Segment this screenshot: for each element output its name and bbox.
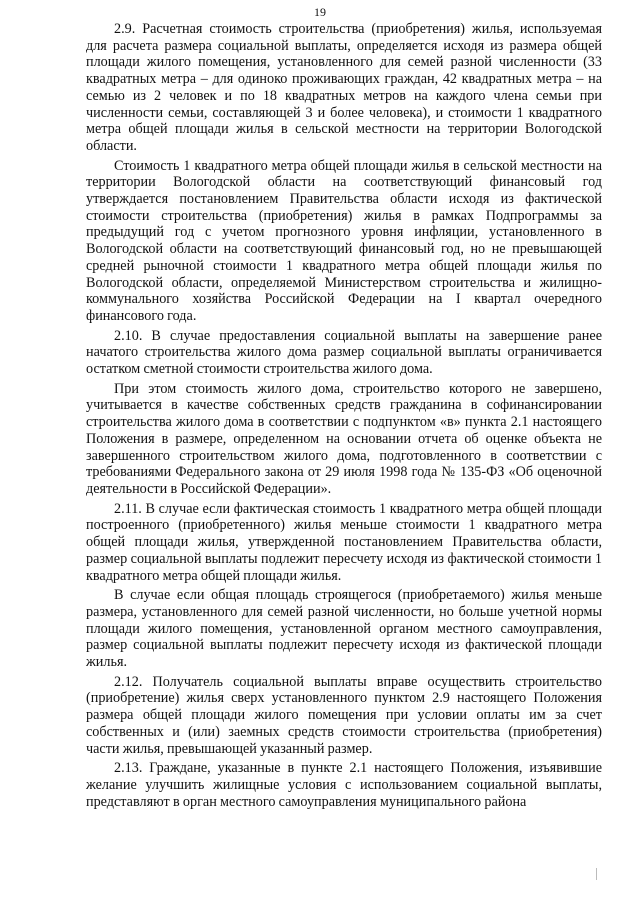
paragraph-area-recalculation: В случае если общая площадь строящегося (приобретаемого) жилья меньше размера, установленного для семей разной численности, но больше учетной нормы площади жилого помещения, установленной органом местного самоуправления, размер социальной выплаты подлежит пересчету исходя из фактической площади жилья. bbox=[86, 587, 602, 671]
paragraph-2-9: 2.9. Расчетная стоимость строительства (приобретения) жилья, используемая для расчета размера социальной выплаты, определяется исходя из размера общей площади жилого помещения, установленного для семей разной численности (33 квадратных метра – для одиноко проживающих граждан, 42 квадратных метра – на семью из 2 человек и по 18 квадратных метров на каждого члена семьи при численности семьи, составляющей 3 и более человека), и стоимости 1 квадратного метра общей площади жилья в сельской местности на территории Вологодской области. bbox=[86, 21, 602, 154]
paragraph-2-13: 2.13. Граждане, указанные в пункте 2.1 настоящего Положения, изъявившие желание улучшить жилищные условия с использованием социальной выплаты, представляют в орган местного самоуправления муниципального района bbox=[86, 760, 602, 810]
paragraph-cost-per-square-meter: Стоимость 1 квадратного метра общей площади жилья в сельской местности на территории Вологодской области на соответствующий финансовый год утверждается постановлением Правительства области исходя из фактической стоимости строительства (приобретения) жилья в рамках Подпрограммы за предыдущий год с учетом прогнозного уровня инфляции, установленного в Вологодской области на соответствующий финансовый год, но не превышающей средней рыночной стоимости 1 квадратного метра общей площади жилья по Вологодской области, определяемой Министерством строительства и жилищно-коммунального хозяйства Российской Федерации на I квартал очередного финансового года. bbox=[86, 157, 602, 324]
paragraph-2-10: 2.10. В случае предоставления социальной выплаты на завершение ранее начатого строительства жилого дома размер социальной выплаты ограничивается остатком сметной стоимости строительства жилого дома. bbox=[86, 327, 602, 378]
body-text bbox=[86, 21, 602, 810]
paragraph-2-11: 2.11. В случае если фактическая стоимость 1 квадратного метра общей площади построенного (приобретенного) жилья меньше стоимости 1 квадратного метра общей площади жилья, утвержденной постановлением Правительства области, размер социальной выплаты подлежит пересчету исходя из фактической стоимости 1 квадратного метра общей площади жилья. bbox=[86, 500, 602, 584]
paragraph-2-12: 2.12. Получатель социальной выплаты вправе осуществить строительство (приобретение) жилья сверх установленного пунктом 2.9 настоящего Положения размера общей площади жилого помещения при условии оплаты им за счет собственных и (или) заемных средств стоимости строительства (приобретения) части жилья, превышающей указанный размер. bbox=[86, 673, 602, 757]
page-number: 19 bbox=[314, 5, 326, 19]
paragraph-unfinished-house-cost: При этом стоимость жилого дома, строительство которого не завершено, учитывается в качестве собственных средств гражданина в софинансировании строительства жилого дома в соответствии с подпунктом «в» пункта 2.1 настоящего Положения в размере, определенном на основании отчета об оценке объекта не завершенного строительством жилого дома, подготовленного в соответствии с требованиями Федерального закона от 29 июля 1998 года № 135-ФЗ «Об оценочной деятельности в Российской Федерации». bbox=[86, 380, 602, 497]
scan-edge-mark bbox=[596, 868, 597, 880]
